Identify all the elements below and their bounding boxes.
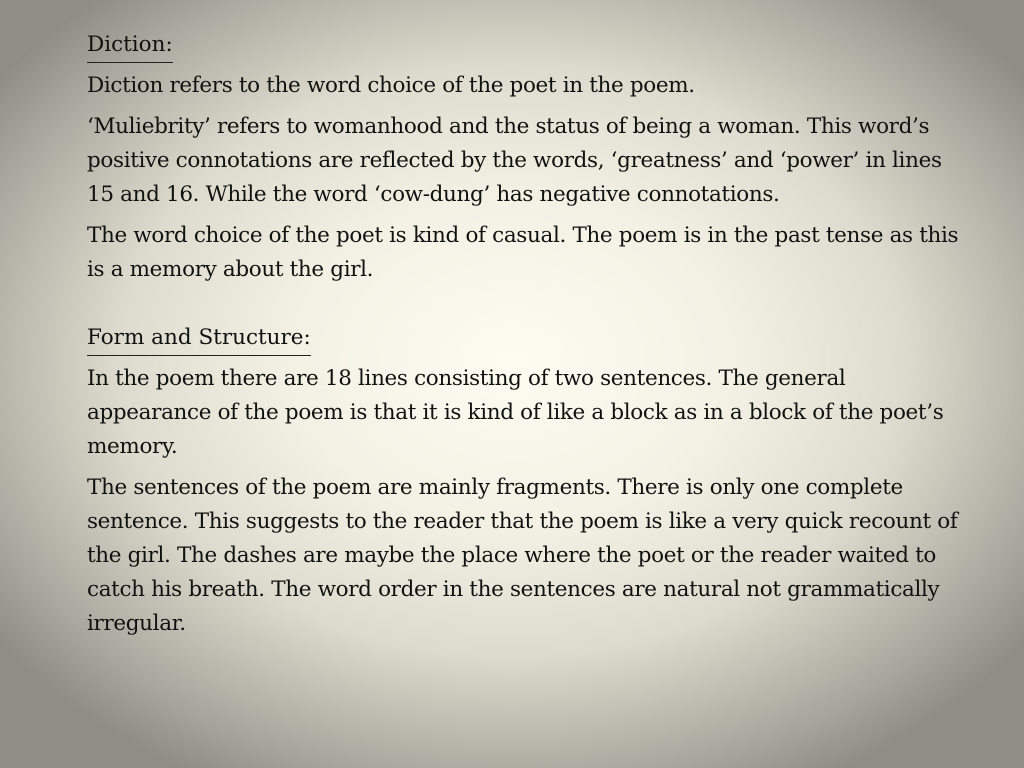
form-structure-heading: Form and Structure: [87, 321, 311, 356]
diction-heading: Diction: [87, 28, 173, 63]
diction-section [87, 28, 967, 287]
form-structure-paragraph-2: The sentences of the poem are mainly fragments. There is only one complete sentence. This suggests to the reader that the poem is like a very quick recount of the girl. The dashes are maybe the place where the poet or the reader waited to catch his breath. The word order in the sentences are natural not grammatically irregular. [87, 475, 958, 636]
diction-paragraph-2: ‘Muliebrity’ refers to womanhood and the status of being a woman. This word’s positive connotations are reflected by the words, ‘greatness’ and ‘power’ in lines 15 and 16. While the word ‘cow-dung’ has negative connotations. [87, 114, 942, 207]
section-spacer [87, 294, 967, 321]
form-structure-paragraph-1: In the poem there are 18 lines consisting of two sentences. The general appearance of the poem is that it is kind of like a block as in a block of the poet’s memory. [87, 366, 944, 459]
diction-paragraph-1: Diction refers to the word choice of the poet in the poem. [87, 73, 695, 98]
slide-content [87, 28, 967, 648]
diction-paragraph-3: The word choice of the poet is kind of casual. The poem is in the past tense as this is a memory about the girl. [87, 223, 959, 282]
form-structure-section [87, 321, 967, 641]
